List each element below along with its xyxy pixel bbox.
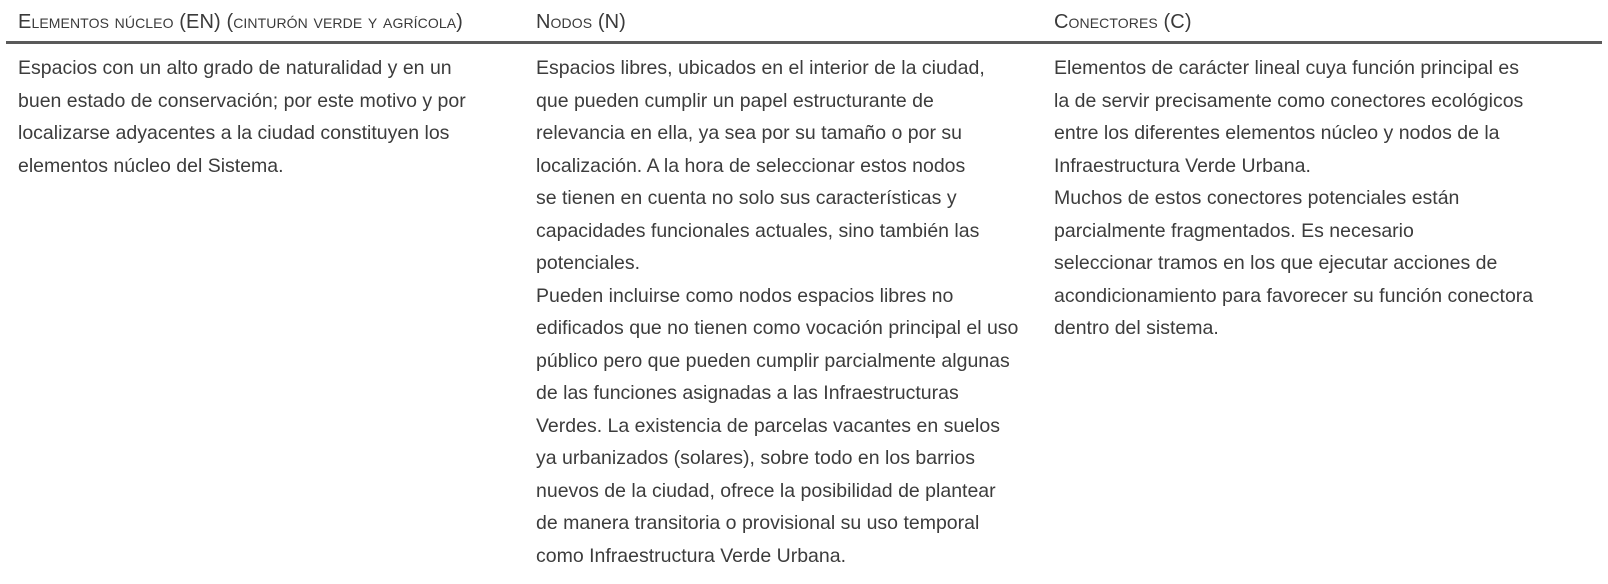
header-nodos [536, 10, 626, 34]
text-line: Espacios con un alto grado de naturalidad y en un [18, 57, 452, 79]
text-line: como Infraestructura Verde Urbana. [536, 544, 846, 567]
header-conectores [1054, 10, 1192, 34]
text-line: elementos núcleo del Sistema. [18, 154, 284, 177]
text-line: potenciales. [536, 252, 641, 274]
text-line: parcialmente fragmentados. Es necesario [1054, 219, 1414, 242]
definitions-table [6, 0, 1602, 567]
text-line: de las funciones asignadas a las Infraestructuras [536, 382, 959, 404]
text-line: capacidades funcionales actuales, sino también las [536, 219, 980, 242]
text-line: nuevos de la ciudad, ofrece la posibilidad de plantear [536, 479, 996, 502]
text-line: Elementos de carácter lineal cuya función principal es [1054, 57, 1520, 79]
header-main: Conectores (C) [1054, 11, 1192, 33]
text-line: de manera transitoria o provisional su uso temporal [536, 512, 980, 534]
text-line: seleccionar tramos en los que ejecutar acciones de [1054, 252, 1498, 274]
text-line: Verdes. La existencia de parcelas vacantes en suelos [536, 414, 1000, 437]
header-elementos-nucleo [18, 10, 463, 34]
header-sub: (cinturón verde y agrícola) [226, 11, 463, 33]
text-line: se tienen en cuenta no solo sus características y [536, 187, 957, 209]
text-line: dentro del sistema. [1054, 317, 1219, 339]
text-line: que pueden cumplir un papel estructurante de [536, 89, 934, 112]
text-line: localizarse adyacentes a la ciudad constituyen los [18, 122, 450, 144]
text-line: Espacios libres, ubicados en el interior de la ciudad, [536, 57, 985, 79]
text-line: Pueden incluirse como nodos espacios libres no [536, 284, 954, 307]
text-line: buen estado de conservación; por este motivo y por [18, 89, 466, 112]
cell-conectores [1054, 52, 1554, 345]
text-line: la de servir precisamente como conectores ecológicos [1054, 89, 1524, 112]
table-header-row [6, 0, 1602, 44]
text-line: relevancia en ella, ya sea por su tamaño o por su [536, 122, 963, 144]
cell-nodos [536, 52, 1026, 572]
header-main: Elementos núcleo (EN) [18, 11, 221, 33]
text-line: entre los diferentes elementos núcleo y nodos de la [1054, 122, 1500, 144]
text-line: Muchos de estos conectores potenciales están [1054, 187, 1460, 209]
text-line: edificados que no tienen como vocación principal el uso [536, 317, 1019, 339]
text-line: acondicionamiento para favorecer su función conectora [1054, 284, 1534, 307]
header-main: Nodos (N) [536, 11, 626, 33]
cell-elementos-nucleo [18, 52, 508, 182]
text-line: público pero que pueden cumplir parcialmente algunas [536, 349, 1010, 372]
text-line: ya urbanizados (solares), sobre todo en los barrios [536, 447, 975, 469]
text-line: Infraestructura Verde Urbana. [1054, 154, 1311, 177]
text-line: localización. A la hora de seleccionar estos nodos [536, 154, 966, 177]
